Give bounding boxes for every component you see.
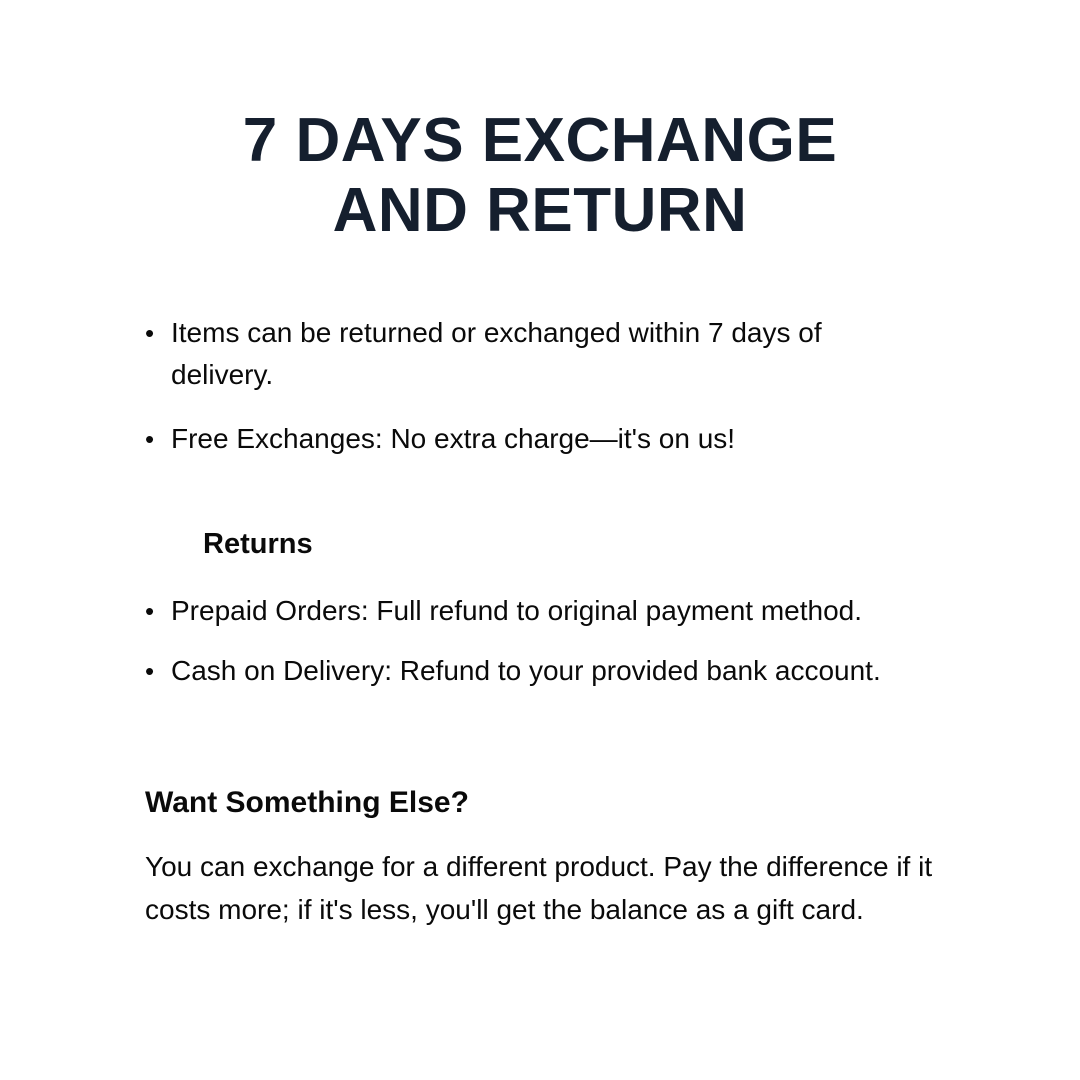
page-title-line-2: AND RETURN <box>332 176 748 245</box>
list-item <box>145 650 975 692</box>
bullet-icon: • <box>145 596 155 626</box>
returns-section-heading: Returns <box>203 528 313 560</box>
list-item-text: Items can be returned or exchanged within 7 days of delivery. <box>171 317 822 390</box>
bullet-icon: • <box>145 424 155 454</box>
list-item-text: Free Exchanges: No extra charge—it's on us! <box>171 423 736 454</box>
list-item-text: Cash on Delivery: Refund to your provided bank account. <box>171 655 881 686</box>
page-title-line-1: 7 DAYS EXCHANGE <box>242 106 838 175</box>
returns-bullet-list <box>145 590 975 692</box>
intro-bullet-list <box>145 312 880 460</box>
list-item <box>145 312 880 396</box>
list-item <box>145 590 975 632</box>
page-title <box>0 106 1080 246</box>
list-item-text: Prepaid Orders: Full refund to original payment method. <box>171 595 863 626</box>
bullet-icon: • <box>145 318 155 348</box>
exchange-section-body: You can exchange for a different product. Pay the difference if it costs more; if it's less, you'll get the balance as a gift card. <box>145 851 933 925</box>
list-item <box>145 418 880 460</box>
bullet-icon: • <box>145 656 155 686</box>
exchange-section-heading: Want Something Else? <box>145 786 469 819</box>
